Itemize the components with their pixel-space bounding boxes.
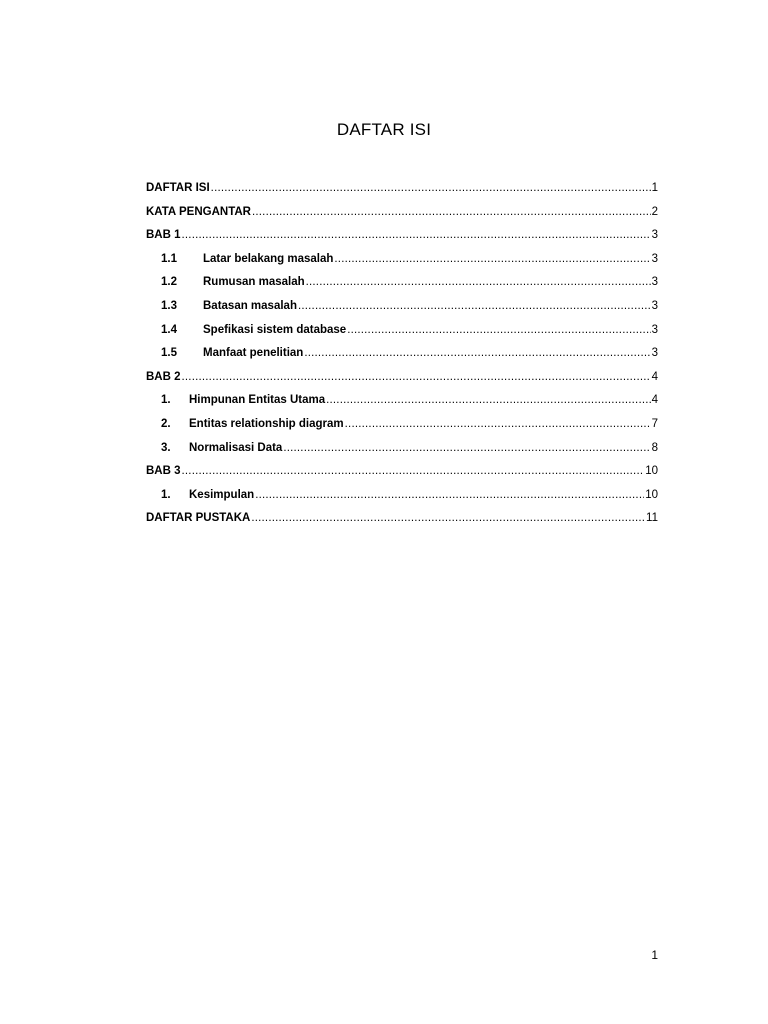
toc-dot-leader xyxy=(255,489,644,501)
toc-entry[interactable] xyxy=(146,347,658,371)
toc-entry-page: 3 xyxy=(651,299,658,312)
toc-dot-leader xyxy=(326,394,650,406)
toc-entry-page: 3 xyxy=(651,229,658,242)
toc-entry-label: Himpunan Entitas Utama xyxy=(189,394,326,407)
toc-entry-label: Manfaat penelitian xyxy=(203,347,304,360)
toc-entry[interactable] xyxy=(146,324,658,348)
toc-entry[interactable] xyxy=(146,512,658,536)
toc-entry[interactable] xyxy=(146,442,658,466)
toc-entry[interactable] xyxy=(146,465,658,489)
toc-entry-label: KATA PENGANTAR xyxy=(146,205,251,218)
toc-entry-number: 1. xyxy=(161,394,171,407)
toc-entry[interactable] xyxy=(146,489,658,513)
toc-entry-label: BAB 3 xyxy=(146,465,181,478)
toc-entry-number: 1.3 xyxy=(161,299,177,312)
page-number: 1 xyxy=(651,948,658,962)
toc-entry-label: BAB 2 xyxy=(146,370,181,383)
toc-dot-leader xyxy=(298,300,651,312)
toc-entry-label: Normalisasi Data xyxy=(189,441,283,454)
toc-dot-leader xyxy=(304,347,650,359)
toc-entry-number: 1.2 xyxy=(161,276,177,289)
toc-entry[interactable] xyxy=(146,371,658,395)
toc-entry-page: 3 xyxy=(651,252,658,265)
toc-entry-label: Rumusan masalah xyxy=(203,276,305,289)
toc-entry[interactable] xyxy=(146,229,658,253)
toc-entry[interactable] xyxy=(146,394,658,418)
toc-dot-leader xyxy=(306,276,651,288)
page-title: DAFTAR ISI xyxy=(336,120,432,139)
toc-dot-leader xyxy=(182,465,645,477)
toc-entry-number: 3. xyxy=(161,441,171,454)
toc-entry-page: 3 xyxy=(651,276,658,289)
toc-entry-page: 7 xyxy=(651,417,658,430)
toc-entry-label: Entitas relationship diagram xyxy=(189,417,344,430)
toc-entry[interactable] xyxy=(146,206,658,230)
toc-entry-page: 1 xyxy=(651,182,658,194)
toc-entry-page: 11 xyxy=(646,512,658,525)
toc-entry-page: 3 xyxy=(651,347,658,360)
toc-entry[interactable] xyxy=(146,253,658,277)
toc-entry[interactable] xyxy=(146,182,658,206)
toc-entry-page: 3 xyxy=(651,323,658,336)
toc-entry-label: Kesimpulan xyxy=(189,488,255,501)
toc-entry-label: Batasan masalah xyxy=(203,299,297,312)
toc-dot-leader xyxy=(252,206,651,218)
toc-entry[interactable] xyxy=(146,300,658,324)
toc-entry-page: 4 xyxy=(651,370,658,383)
toc-entry[interactable] xyxy=(146,418,658,442)
toc-dot-leader xyxy=(345,418,651,430)
toc-dot-leader xyxy=(283,442,650,454)
toc-entry-page: 10 xyxy=(645,465,658,478)
toc-dot-leader xyxy=(182,371,651,383)
toc-entry-number: 1. xyxy=(161,488,171,501)
toc-entry-number: 1.5 xyxy=(161,347,177,360)
table-of-contents xyxy=(146,182,658,536)
toc-entry-page: 8 xyxy=(651,441,658,454)
toc-entry-label: Spefikasi sistem database xyxy=(203,323,347,336)
toc-dot-leader xyxy=(182,229,651,241)
toc-entry-label: DAFTAR ISI xyxy=(146,182,210,194)
toc-entry-page: 2 xyxy=(651,205,658,218)
toc-dot-leader xyxy=(211,182,651,194)
toc-entry-page: 4 xyxy=(651,394,658,407)
toc-entry[interactable] xyxy=(146,276,658,300)
toc-entry-label: BAB 1 xyxy=(146,229,181,242)
toc-dot-leader xyxy=(334,253,650,265)
toc-entry-number: 2. xyxy=(161,417,171,430)
toc-dot-leader xyxy=(347,324,650,336)
toc-entry-page: 10 xyxy=(645,488,658,501)
toc-entry-number: 1.1 xyxy=(161,252,177,265)
toc-entry-label: DAFTAR PUSTAKA xyxy=(146,512,251,525)
toc-entry-number: 1.4 xyxy=(161,323,177,336)
toc-dot-leader xyxy=(251,512,645,524)
toc-entry-label: Latar belakang masalah xyxy=(203,252,334,265)
